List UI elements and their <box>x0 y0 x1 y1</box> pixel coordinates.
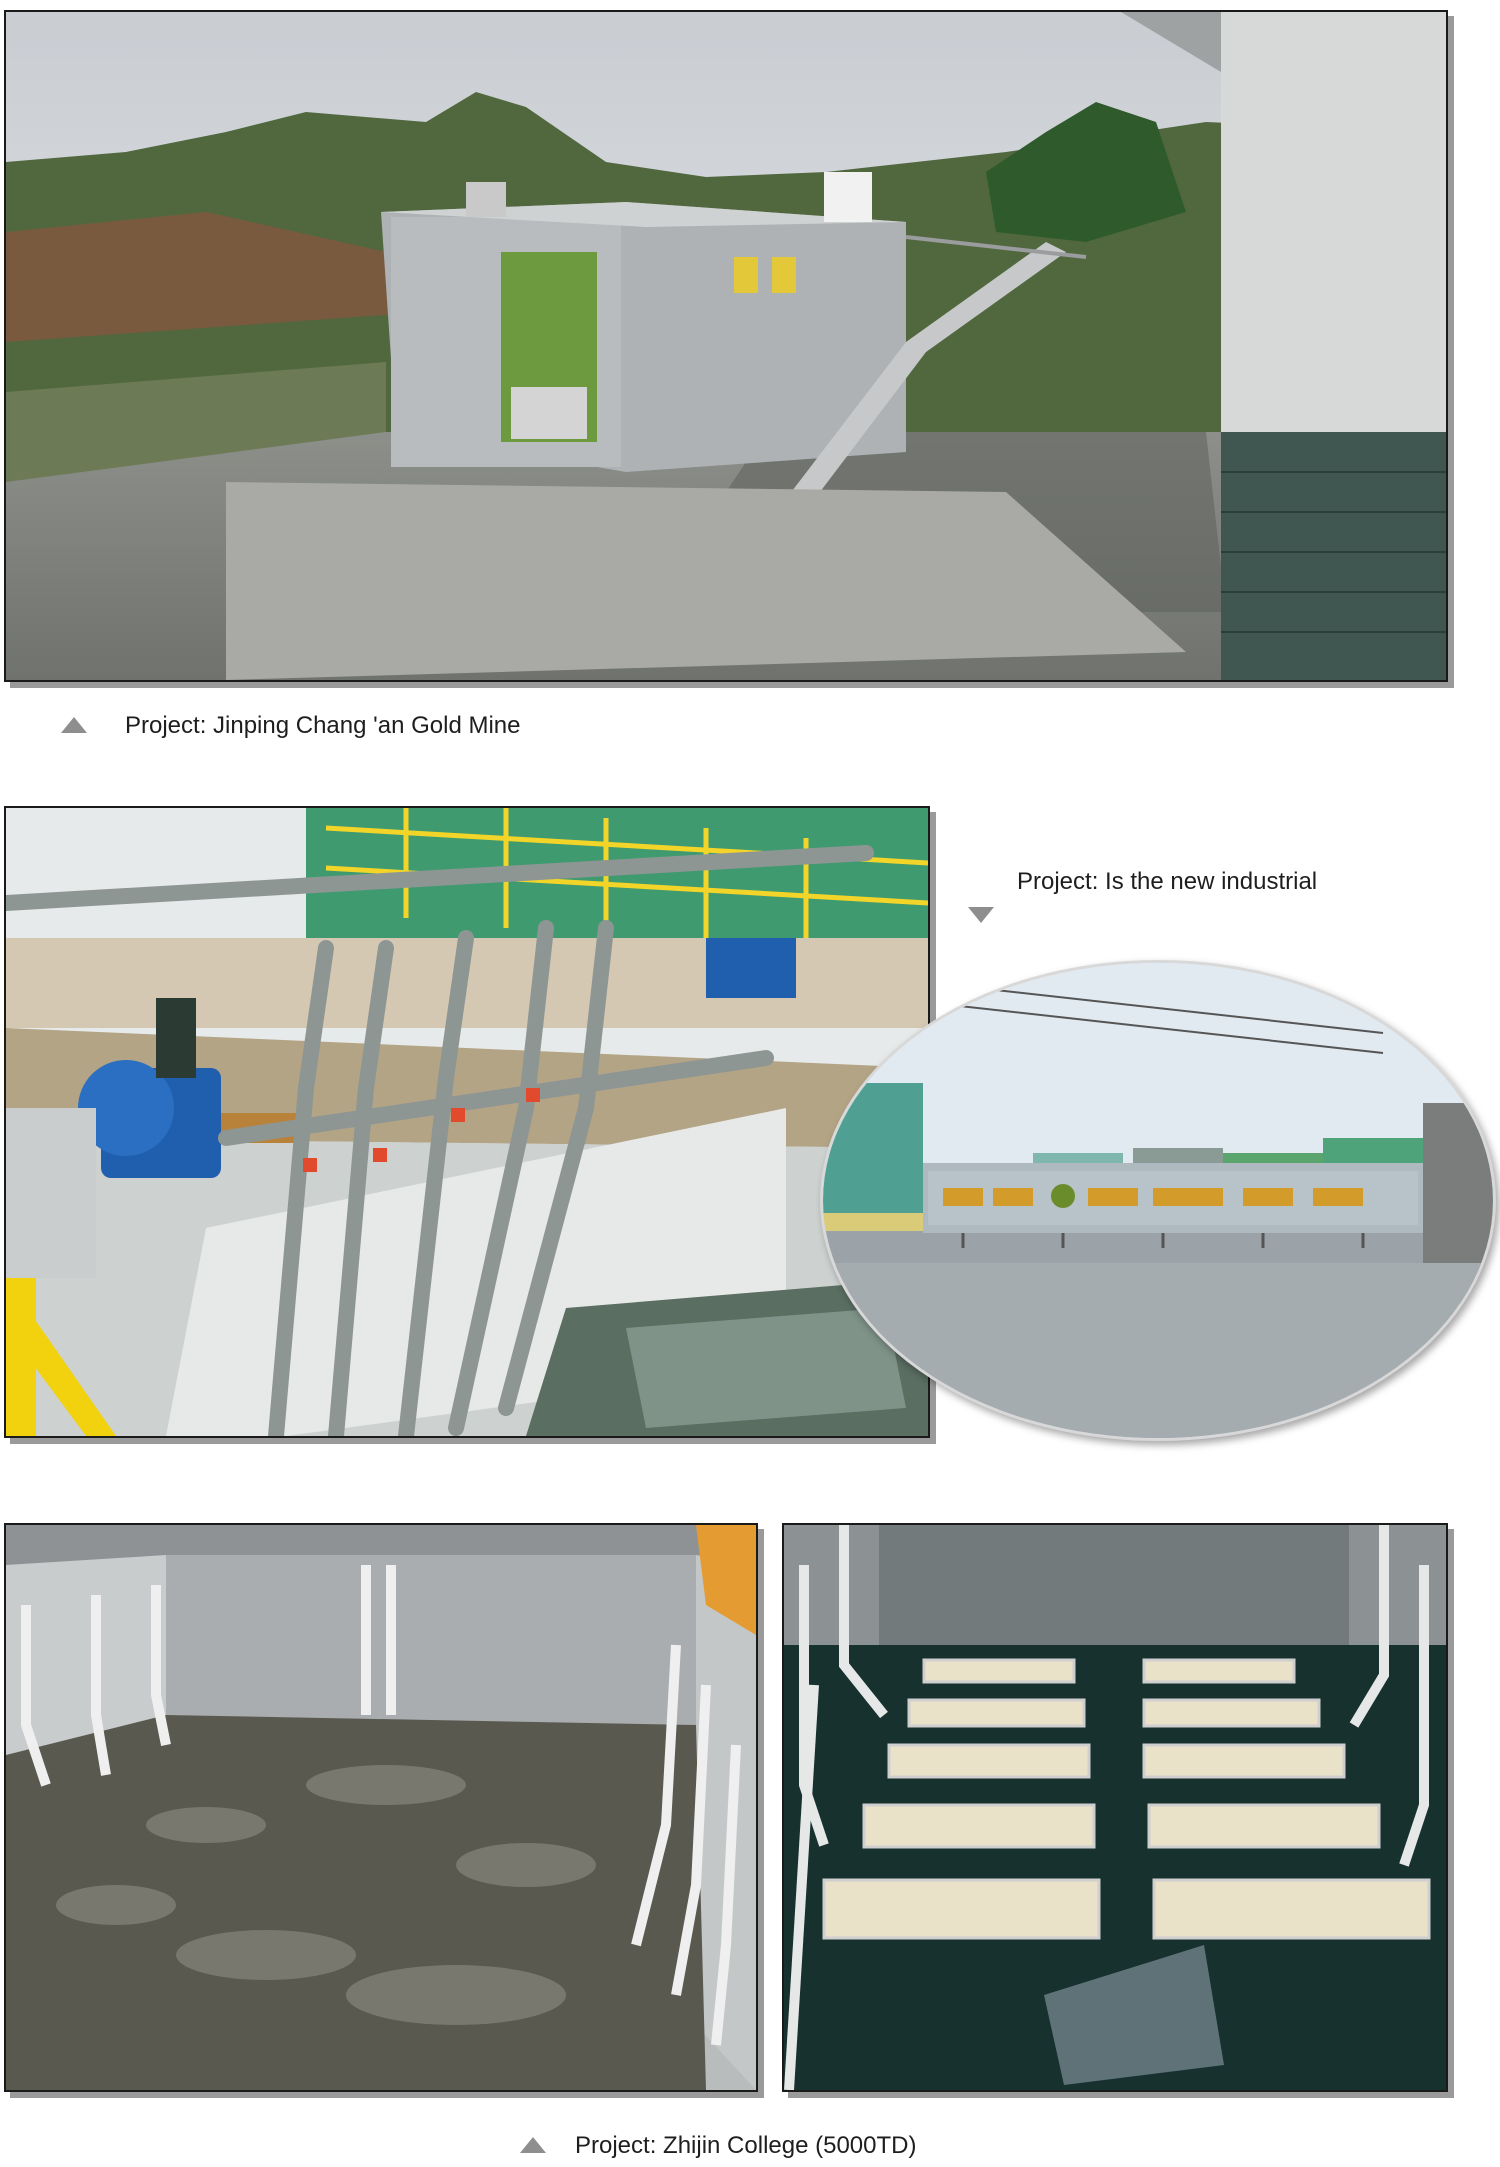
photo-membrane-tank <box>782 1523 1448 2092</box>
photo-aeration-basin <box>4 1523 758 2092</box>
caption-college: Project: Zhijin College (5000TD) <box>575 2132 917 2159</box>
photo-gold-mine-treatment-unit <box>4 10 1448 682</box>
caption-industrial: Project: Is the new industrial <box>1017 868 1318 895</box>
photo-factory-gate-inset <box>820 960 1496 1441</box>
triangle-down-icon <box>968 907 994 923</box>
triangle-up-icon <box>520 2137 546 2153</box>
photo-pump-piping <box>4 806 930 1438</box>
triangle-up-icon <box>61 717 87 733</box>
caption-gold-mine: Project: Jinping Chang 'an Gold Mine <box>125 712 521 739</box>
